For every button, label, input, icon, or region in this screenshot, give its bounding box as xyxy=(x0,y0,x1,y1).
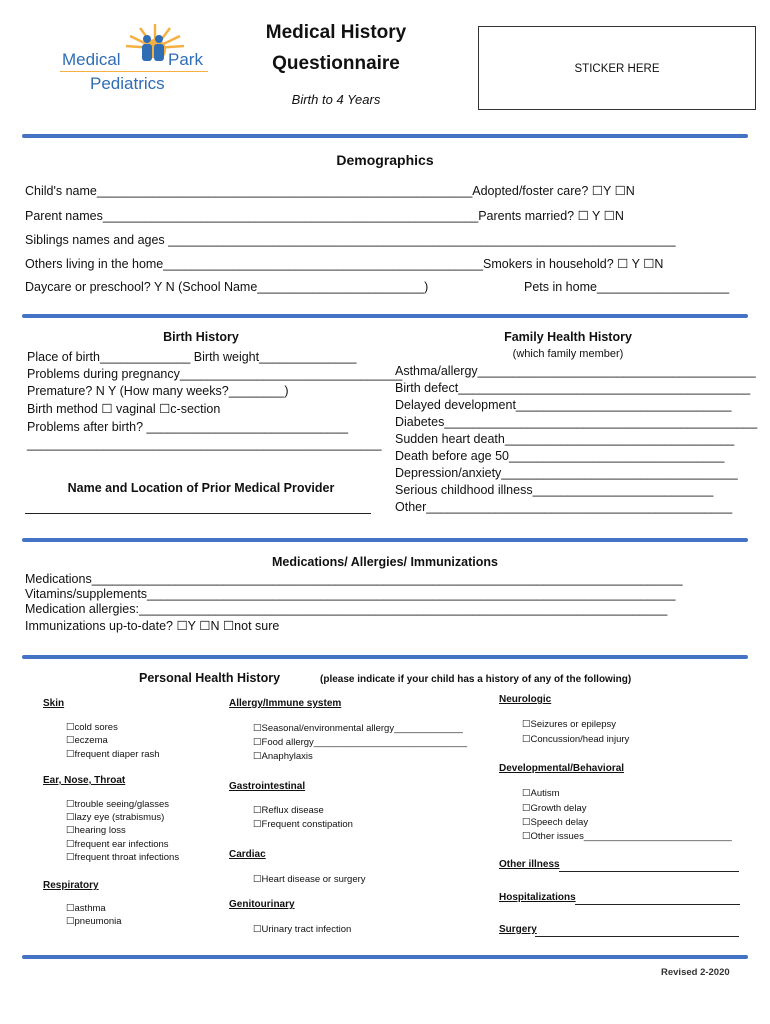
birth-place-weight-field[interactable]: Place of birth_____________ Birth weight______________ xyxy=(27,350,357,364)
eczema-checkbox[interactable]: ☐eczema xyxy=(66,735,108,746)
family-delayed-dev-field[interactable]: Delayed development_______________________________ xyxy=(395,398,732,412)
sticker-label: STICKER HERE xyxy=(574,63,660,75)
hospitalizations-label: Hospitalizations xyxy=(499,892,576,903)
siblings-field[interactable]: Siblings names and ages _________________________________________________________________________ xyxy=(25,233,676,247)
cardiac-heading: Cardiac xyxy=(229,849,266,860)
logo-text-park: Park xyxy=(168,50,203,69)
divider-rule xyxy=(22,314,748,318)
asthma-checkbox[interactable]: ☐asthma xyxy=(66,903,106,914)
parent-names-field[interactable]: Parent names______________________________________________________Parents married? ☐ Y ☐N xyxy=(25,209,624,223)
uti-checkbox[interactable]: ☐Urinary tract infection xyxy=(253,924,352,935)
immunizations-field[interactable]: Immunizations up-to-date? ☐Y ☐N ☐not sure xyxy=(25,619,280,633)
family-asthma-field[interactable]: Asthma/allergy________________________________________ xyxy=(395,364,756,378)
daycare-field[interactable]: Daycare or preschool? Y N (School Name________________________) xyxy=(25,280,429,294)
seasonal-allergy-checkbox[interactable]: ☐Seasonal/environmental allergy_____________ xyxy=(253,723,463,734)
lazy-eye-checkbox[interactable]: ☐lazy eye (strabismus) xyxy=(66,812,165,823)
pneumonia-checkbox[interactable]: ☐pneumonia xyxy=(66,916,122,927)
family-other-field[interactable]: Other____________________________________________ xyxy=(395,500,733,514)
page-subtitle: Birth to 4 Years xyxy=(291,92,381,107)
after-birth-problems-field[interactable]: Problems after birth? _____________________________ xyxy=(27,420,349,434)
divider-rule xyxy=(22,655,748,659)
seizures-checkbox[interactable]: ☐Seizures or epilepsy xyxy=(522,719,617,730)
birth-method-field[interactable]: Birth method ☐ vaginal ☐c-section xyxy=(27,402,221,416)
divider-rule xyxy=(22,955,748,959)
birth-history-heading: Birth History xyxy=(163,330,239,344)
divider-rule xyxy=(22,134,748,138)
hearing-loss-checkbox[interactable]: ☐hearing loss xyxy=(66,825,126,836)
pregnancy-problems-field[interactable]: Problems during pregnancy________________________________ xyxy=(27,367,403,381)
concussion-checkbox[interactable]: ☐Concussion/head injury xyxy=(522,734,630,745)
autism-checkbox[interactable]: ☐Autism xyxy=(522,788,560,799)
logo-text-pediatrics: Pediatrics xyxy=(90,74,165,93)
family-history-heading: Family Health History xyxy=(504,330,632,344)
diaper-rash-checkbox[interactable]: ☐frequent diaper rash xyxy=(66,749,160,760)
logo-divider xyxy=(60,71,208,72)
allergy-heading: Allergy/Immune system xyxy=(229,698,342,709)
gu-heading: Genitourinary xyxy=(229,899,295,910)
child-name-field[interactable]: Child's name______________________________________________________Adopted/foster care? ☐Y ☐N xyxy=(25,184,635,198)
speech-delay-checkbox[interactable]: ☐Speech delay xyxy=(522,817,589,828)
trouble-seeing-checkbox[interactable]: ☐trouble seeing/glasses xyxy=(66,799,170,810)
family-childhood-illness-field[interactable]: Serious childhood illness__________________________ xyxy=(395,483,714,497)
personal-history-note: (please indicate if your child has a history of any of the following) xyxy=(320,674,632,685)
family-logo-icon xyxy=(138,34,168,62)
cold-sores-checkbox[interactable]: ☐cold sores xyxy=(66,722,118,733)
page-title-line2: Questionnaire xyxy=(272,53,400,74)
family-diabetes-field[interactable]: Diabetes_____________________________________________ xyxy=(395,415,758,429)
demographics-heading: Demographics xyxy=(336,152,434,168)
divider-rule xyxy=(22,538,748,542)
hospitalizations-line[interactable] xyxy=(575,904,740,905)
pets-field[interactable]: Pets in home___________________ xyxy=(524,280,730,294)
personal-history-heading: Personal Health History xyxy=(139,671,281,685)
anaphylaxis-checkbox[interactable]: ☐Anaphylaxis xyxy=(253,751,313,762)
prior-provider-heading: Name and Location of Prior Medical Provider xyxy=(67,481,335,495)
revised-date: Revised 2-2020 xyxy=(661,967,730,978)
family-history-note: (which family member) xyxy=(512,348,624,360)
family-birth-defect-field[interactable]: Birth defect__________________________________________ xyxy=(395,381,751,395)
premature-field[interactable]: Premature? N Y (How many weeks?________) xyxy=(27,384,289,398)
family-heart-death-field[interactable]: Sudden heart death_________________________________ xyxy=(395,432,735,446)
other-illness-label: Other illness xyxy=(499,859,560,870)
family-death-50-field[interactable]: Death before age 50_______________________________ xyxy=(395,449,725,463)
vitamins-field[interactable]: Vitamins/supplements____________________________________________________________________________ xyxy=(25,587,676,601)
respiratory-heading: Respiratory xyxy=(43,880,99,891)
gi-heading: Gastrointestinal xyxy=(229,781,306,792)
surgery-label: Surgery xyxy=(499,924,537,935)
reflux-checkbox[interactable]: ☐Reflux disease xyxy=(253,805,324,816)
neuro-heading: Neurologic xyxy=(499,694,552,705)
dev-heading: Developmental/Behavioral xyxy=(499,763,625,774)
others-living-field[interactable]: Others living in the home______________________________________________Smokers in household? ☐ Y ☐N xyxy=(25,257,664,271)
medication-allergies-field[interactable]: Medication allergies:____________________________________________________________________________ xyxy=(25,602,668,616)
medications-heading: Medications/ Allergies/ Immunizations xyxy=(272,555,498,569)
medications-field[interactable]: Medications_____________________________________________________________________________________ xyxy=(25,572,683,586)
growth-delay-checkbox[interactable]: ☐Growth delay xyxy=(522,803,587,814)
heart-disease-checkbox[interactable]: ☐Heart disease or surgery xyxy=(253,874,366,885)
prior-provider-line[interactable] xyxy=(25,513,371,514)
page-title-line1: Medical History xyxy=(265,22,407,43)
other-illness-line[interactable] xyxy=(559,871,739,872)
constipation-checkbox[interactable]: ☐Frequent constipation xyxy=(253,819,353,830)
surgery-line[interactable] xyxy=(535,936,739,937)
throat-infections-checkbox[interactable]: ☐frequent throat infections xyxy=(66,852,180,863)
ent-heading: Ear, Nose, Throat xyxy=(43,775,126,786)
food-allergy-checkbox[interactable]: ☐Food allergy_____________________________ xyxy=(253,737,468,748)
ear-infections-checkbox[interactable]: ☐frequent ear infections xyxy=(66,839,169,850)
skin-heading: Skin xyxy=(43,698,65,709)
after-birth-problems-line2[interactable]: ___________________________________________________ xyxy=(27,437,382,451)
family-depression-field[interactable]: Depression/anxiety__________________________________ xyxy=(395,466,738,480)
logo-text-medical: Medical xyxy=(62,50,121,69)
other-issues-checkbox[interactable]: ☐Other issues____________________________ xyxy=(522,831,732,842)
sticker-box xyxy=(478,26,756,110)
logo xyxy=(60,18,220,98)
